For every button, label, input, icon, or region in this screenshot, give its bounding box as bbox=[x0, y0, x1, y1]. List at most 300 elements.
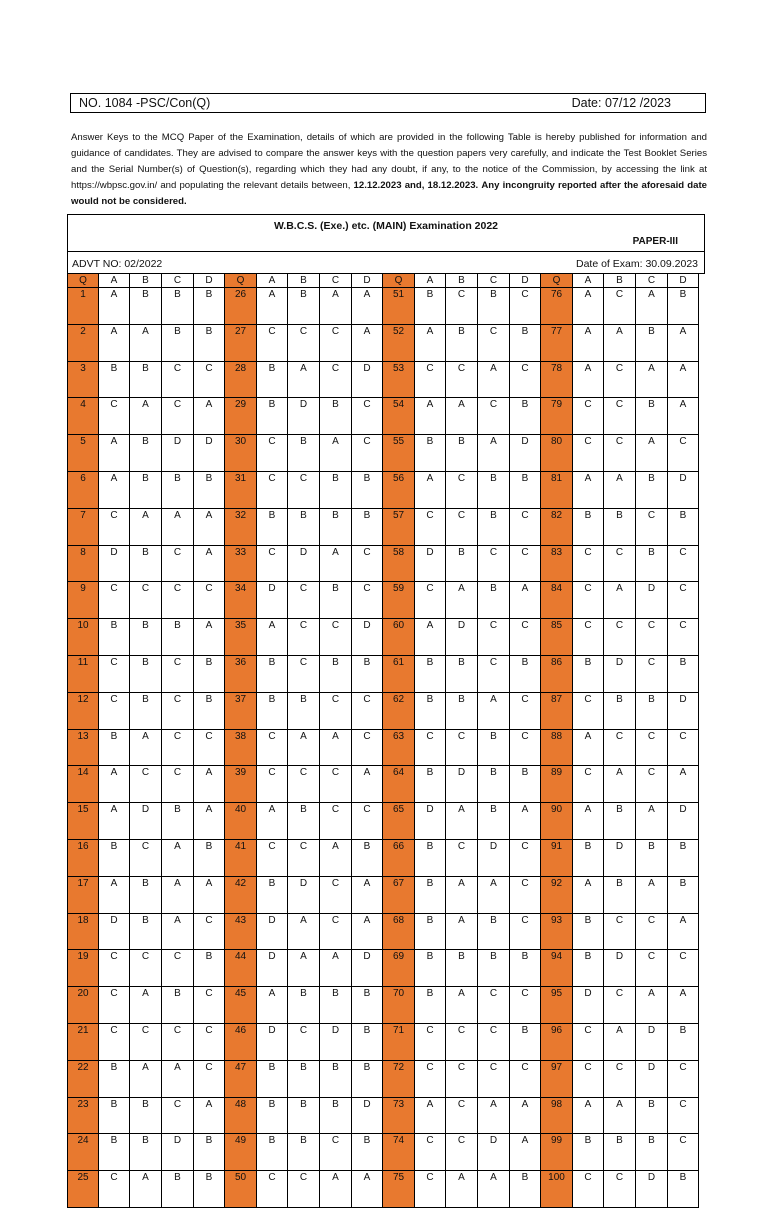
question-number-cell: 67 bbox=[383, 877, 415, 914]
answer-cell: A bbox=[668, 914, 699, 951]
question-number-cell: 40 bbox=[225, 803, 257, 840]
question-number-cell: 89 bbox=[541, 766, 573, 803]
answer-cell: C bbox=[352, 730, 383, 767]
answer-cell: C bbox=[194, 914, 225, 951]
answer-cell: C bbox=[130, 840, 162, 877]
answer-cell: A bbox=[573, 877, 604, 914]
answer-cell: C bbox=[288, 840, 320, 877]
answer-cell: B bbox=[510, 766, 541, 803]
answer-cell: B bbox=[288, 1134, 320, 1171]
answer-cell: D bbox=[604, 950, 636, 987]
answer-cell: C bbox=[446, 730, 478, 767]
answer-cell: C bbox=[573, 435, 604, 472]
answer-cell: A bbox=[604, 766, 636, 803]
question-number-cell: 38 bbox=[225, 730, 257, 767]
answer-cell: C bbox=[510, 619, 541, 656]
question-number-cell: 25 bbox=[67, 1171, 99, 1208]
answer-cell: B bbox=[130, 1098, 162, 1135]
answer-cell: B bbox=[320, 987, 352, 1024]
exam-title: W.B.C.S. (Exe.) etc. (MAIN) Examination 2022 bbox=[273, 220, 499, 232]
answer-cell: C bbox=[668, 730, 699, 767]
question-number-cell: 9 bbox=[67, 582, 99, 619]
answer-cell: C bbox=[194, 730, 225, 767]
option-header: B bbox=[446, 274, 478, 288]
answer-cell: C bbox=[130, 582, 162, 619]
answer-cell: C bbox=[604, 1171, 636, 1208]
answer-cell: B bbox=[636, 1098, 668, 1135]
question-number-cell: 77 bbox=[541, 325, 573, 362]
answer-cell: B bbox=[636, 325, 668, 362]
answer-cell: D bbox=[668, 472, 699, 509]
question-number-cell: 16 bbox=[67, 840, 99, 877]
answer-cell: B bbox=[415, 840, 446, 877]
answer-key-grid bbox=[67, 274, 705, 1184]
answer-cell: B bbox=[288, 509, 320, 546]
answer-cell: A bbox=[604, 1098, 636, 1135]
answer-cell: C bbox=[162, 693, 194, 730]
answer-cell: B bbox=[510, 472, 541, 509]
answer-cell: A bbox=[604, 582, 636, 619]
option-header: C bbox=[636, 274, 668, 288]
answer-cell: A bbox=[320, 840, 352, 877]
answer-cell: A bbox=[130, 509, 162, 546]
question-number-cell: 49 bbox=[225, 1134, 257, 1171]
option-header: D bbox=[194, 274, 225, 288]
answer-cell: B bbox=[510, 1171, 541, 1208]
answer-cell: B bbox=[510, 398, 541, 435]
question-number-cell: 72 bbox=[383, 1061, 415, 1098]
answer-cell: C bbox=[194, 1024, 225, 1061]
answer-cell: C bbox=[130, 766, 162, 803]
answer-cell: B bbox=[288, 987, 320, 1024]
question-number-cell: 81 bbox=[541, 472, 573, 509]
answer-cell: C bbox=[352, 582, 383, 619]
answer-cell: C bbox=[604, 546, 636, 583]
answer-cell: C bbox=[636, 766, 668, 803]
question-number-cell: 6 bbox=[67, 472, 99, 509]
answer-cell: B bbox=[194, 840, 225, 877]
answer-cell: B bbox=[162, 803, 194, 840]
answer-cell: C bbox=[415, 362, 446, 399]
answer-cell: C bbox=[257, 1171, 288, 1208]
answer-cell: C bbox=[573, 766, 604, 803]
question-number-cell: 65 bbox=[383, 803, 415, 840]
question-number-cell: 24 bbox=[67, 1134, 99, 1171]
answer-cell: D bbox=[257, 1024, 288, 1061]
answer-cell: C bbox=[604, 987, 636, 1024]
answer-cell: A bbox=[636, 987, 668, 1024]
answer-cell: A bbox=[573, 472, 604, 509]
answer-cell: A bbox=[478, 1171, 510, 1208]
answer-cell: B bbox=[446, 435, 478, 472]
answer-cell: B bbox=[99, 730, 130, 767]
answer-cell: C bbox=[573, 1171, 604, 1208]
answer-cell: C bbox=[320, 766, 352, 803]
question-number-cell: 53 bbox=[383, 362, 415, 399]
question-number-cell: 20 bbox=[67, 987, 99, 1024]
answer-cell: C bbox=[573, 546, 604, 583]
answer-cell: C bbox=[478, 1061, 510, 1098]
answer-cell: D bbox=[478, 840, 510, 877]
answer-cell: B bbox=[478, 914, 510, 951]
question-number-cell: 32 bbox=[225, 509, 257, 546]
answer-cell: B bbox=[352, 1024, 383, 1061]
answer-cell: B bbox=[194, 288, 225, 325]
answer-cell: B bbox=[320, 582, 352, 619]
answer-cell: A bbox=[352, 877, 383, 914]
answer-cell: B bbox=[257, 1134, 288, 1171]
answer-cell: C bbox=[257, 325, 288, 362]
answer-cell: C bbox=[446, 1134, 478, 1171]
answer-cell: B bbox=[162, 1171, 194, 1208]
answer-cell: D bbox=[162, 435, 194, 472]
answer-cell: B bbox=[288, 1061, 320, 1098]
option-header: B bbox=[130, 274, 162, 288]
answer-cell: A bbox=[636, 435, 668, 472]
option-header: D bbox=[510, 274, 541, 288]
answer-cell: A bbox=[510, 803, 541, 840]
answer-cell: C bbox=[415, 509, 446, 546]
answer-cell: A bbox=[446, 877, 478, 914]
option-header: A bbox=[257, 274, 288, 288]
answer-cell: D bbox=[194, 435, 225, 472]
answer-cell: C bbox=[352, 803, 383, 840]
answer-cell: B bbox=[352, 1134, 383, 1171]
answer-cell: B bbox=[478, 582, 510, 619]
answer-cell: A bbox=[99, 766, 130, 803]
question-number-cell: 90 bbox=[541, 803, 573, 840]
answer-cell: C bbox=[194, 362, 225, 399]
answer-cell: C bbox=[320, 325, 352, 362]
answer-cell: A bbox=[194, 509, 225, 546]
answer-cell: C bbox=[636, 509, 668, 546]
answer-cell: B bbox=[668, 509, 699, 546]
question-number-cell: 79 bbox=[541, 398, 573, 435]
question-number-cell: 45 bbox=[225, 987, 257, 1024]
answer-cell: B bbox=[130, 472, 162, 509]
answer-cell: C bbox=[668, 582, 699, 619]
answer-cell: C bbox=[446, 1061, 478, 1098]
answer-cell: B bbox=[573, 914, 604, 951]
answer-cell: A bbox=[99, 803, 130, 840]
question-number-cell: 1 bbox=[67, 288, 99, 325]
answer-cell: A bbox=[446, 987, 478, 1024]
question-number-cell: 96 bbox=[541, 1024, 573, 1061]
answer-cell: B bbox=[99, 1134, 130, 1171]
answer-cell: C bbox=[446, 840, 478, 877]
answer-cell: A bbox=[130, 398, 162, 435]
answer-cell: A bbox=[288, 362, 320, 399]
answer-cell: B bbox=[320, 1061, 352, 1098]
answer-cell: D bbox=[352, 362, 383, 399]
answer-cell: A bbox=[604, 472, 636, 509]
answer-cell: A bbox=[415, 472, 446, 509]
answer-cell: C bbox=[288, 472, 320, 509]
question-number-cell: 87 bbox=[541, 693, 573, 730]
answer-cell: C bbox=[320, 362, 352, 399]
answer-cell: C bbox=[510, 693, 541, 730]
answer-cell: C bbox=[162, 766, 194, 803]
answer-cell: A bbox=[573, 730, 604, 767]
answer-cell: B bbox=[415, 914, 446, 951]
question-number-cell: 64 bbox=[383, 766, 415, 803]
answer-cell: A bbox=[573, 325, 604, 362]
answer-cell: A bbox=[130, 987, 162, 1024]
answer-cell: B bbox=[478, 472, 510, 509]
answer-cell: B bbox=[352, 987, 383, 1024]
question-number-cell: 47 bbox=[225, 1061, 257, 1098]
question-number-cell: 57 bbox=[383, 509, 415, 546]
question-number-cell: 78 bbox=[541, 362, 573, 399]
answer-cell: B bbox=[257, 1061, 288, 1098]
answer-cell: B bbox=[99, 1061, 130, 1098]
question-number-cell: 41 bbox=[225, 840, 257, 877]
answer-cell: C bbox=[573, 693, 604, 730]
answer-cell: A bbox=[352, 1171, 383, 1208]
question-number-cell: 13 bbox=[67, 730, 99, 767]
answer-cell: D bbox=[288, 546, 320, 583]
answer-cell: C bbox=[415, 730, 446, 767]
answer-cell: D bbox=[320, 1024, 352, 1061]
answer-cell: C bbox=[446, 288, 478, 325]
answer-cell: A bbox=[415, 1098, 446, 1135]
answer-cell: B bbox=[636, 693, 668, 730]
question-header: Q bbox=[383, 274, 415, 288]
answer-cell: B bbox=[510, 656, 541, 693]
answer-cell: D bbox=[510, 435, 541, 472]
question-number-cell: 91 bbox=[541, 840, 573, 877]
answer-cell: C bbox=[604, 1061, 636, 1098]
answer-cell: A bbox=[573, 1098, 604, 1135]
answer-cell: A bbox=[636, 803, 668, 840]
question-number-cell: 17 bbox=[67, 877, 99, 914]
question-number-cell: 12 bbox=[67, 693, 99, 730]
question-number-cell: 84 bbox=[541, 582, 573, 619]
answer-cell: B bbox=[288, 803, 320, 840]
answer-cell: A bbox=[194, 766, 225, 803]
answer-cell: B bbox=[573, 509, 604, 546]
answer-cell: B bbox=[636, 472, 668, 509]
question-number-cell: 35 bbox=[225, 619, 257, 656]
answer-cell: C bbox=[415, 1061, 446, 1098]
answer-cell: A bbox=[510, 1098, 541, 1135]
answer-cell: C bbox=[99, 656, 130, 693]
answer-cell: C bbox=[478, 1024, 510, 1061]
answer-cell: A bbox=[257, 619, 288, 656]
option-header: C bbox=[162, 274, 194, 288]
question-number-cell: 8 bbox=[67, 546, 99, 583]
answer-cell: A bbox=[510, 582, 541, 619]
answer-cell: A bbox=[478, 435, 510, 472]
question-number-cell: 42 bbox=[225, 877, 257, 914]
answer-cell: D bbox=[257, 914, 288, 951]
answer-cell: B bbox=[446, 325, 478, 362]
answer-cell: D bbox=[415, 546, 446, 583]
question-number-cell: 22 bbox=[67, 1061, 99, 1098]
option-header: A bbox=[573, 274, 604, 288]
answer-cell: B bbox=[604, 877, 636, 914]
question-number-cell: 2 bbox=[67, 325, 99, 362]
answer-cell: B bbox=[320, 1098, 352, 1135]
answer-cell: C bbox=[99, 398, 130, 435]
answer-cell: D bbox=[446, 766, 478, 803]
answer-cell: C bbox=[478, 546, 510, 583]
answer-cell: A bbox=[352, 766, 383, 803]
answer-cell: A bbox=[194, 803, 225, 840]
answer-cell: C bbox=[446, 472, 478, 509]
answer-cell: C bbox=[446, 509, 478, 546]
notice-date: Date: 07/12 /2023 bbox=[571, 96, 671, 110]
answer-cell: B bbox=[668, 1024, 699, 1061]
answer-cell: B bbox=[194, 950, 225, 987]
question-number-cell: 76 bbox=[541, 288, 573, 325]
answer-cell: B bbox=[636, 546, 668, 583]
answer-cell: C bbox=[162, 398, 194, 435]
answer-cell: B bbox=[257, 1098, 288, 1135]
answer-cell: B bbox=[288, 1098, 320, 1135]
question-number-cell: 18 bbox=[67, 914, 99, 951]
answer-cell: A bbox=[668, 325, 699, 362]
answer-cell: A bbox=[604, 325, 636, 362]
answer-cell: C bbox=[573, 1024, 604, 1061]
answer-cell: B bbox=[194, 1134, 225, 1171]
answer-cell: C bbox=[573, 582, 604, 619]
answer-cell: B bbox=[573, 656, 604, 693]
option-header: A bbox=[415, 274, 446, 288]
answer-cell: A bbox=[320, 435, 352, 472]
question-number-cell: 34 bbox=[225, 582, 257, 619]
answer-cell: C bbox=[668, 435, 699, 472]
answer-cell: D bbox=[288, 877, 320, 914]
advt-row bbox=[68, 251, 704, 275]
question-header: Q bbox=[67, 274, 99, 288]
answer-cell: C bbox=[668, 1134, 699, 1171]
answer-cell: C bbox=[352, 546, 383, 583]
answer-cell: A bbox=[162, 914, 194, 951]
question-number-cell: 66 bbox=[383, 840, 415, 877]
answer-cell: B bbox=[668, 877, 699, 914]
answer-cell: B bbox=[130, 877, 162, 914]
answer-cell: C bbox=[510, 914, 541, 951]
answer-cell: C bbox=[510, 730, 541, 767]
answer-cell: B bbox=[668, 656, 699, 693]
option-header: D bbox=[352, 274, 383, 288]
question-number-cell: 93 bbox=[541, 914, 573, 951]
answer-cell: B bbox=[130, 1134, 162, 1171]
answer-cell: A bbox=[478, 362, 510, 399]
answer-cell: D bbox=[604, 840, 636, 877]
answer-cell: B bbox=[130, 362, 162, 399]
question-number-cell: 56 bbox=[383, 472, 415, 509]
answer-cell: C bbox=[288, 1024, 320, 1061]
answer-cell: A bbox=[446, 398, 478, 435]
question-number-cell: 28 bbox=[225, 362, 257, 399]
answer-cell: B bbox=[194, 693, 225, 730]
question-number-cell: 100 bbox=[541, 1171, 573, 1208]
question-number-cell: 95 bbox=[541, 987, 573, 1024]
answer-cell: D bbox=[446, 619, 478, 656]
answer-cell: C bbox=[446, 1098, 478, 1135]
answer-cell: A bbox=[478, 693, 510, 730]
answer-cell: B bbox=[162, 987, 194, 1024]
answer-cell: B bbox=[415, 435, 446, 472]
answer-cell: C bbox=[99, 693, 130, 730]
answer-cell: A bbox=[99, 435, 130, 472]
answer-cell: C bbox=[510, 987, 541, 1024]
answer-cell: C bbox=[604, 914, 636, 951]
answer-cell: A bbox=[636, 362, 668, 399]
answer-cell: C bbox=[320, 619, 352, 656]
question-number-cell: 98 bbox=[541, 1098, 573, 1135]
question-number-cell: 85 bbox=[541, 619, 573, 656]
answer-cell: C bbox=[194, 582, 225, 619]
exam-date: Date of Exam: 30.09.2023 bbox=[576, 257, 698, 270]
answer-cell: C bbox=[478, 325, 510, 362]
answer-cell: B bbox=[668, 1171, 699, 1208]
question-number-cell: 88 bbox=[541, 730, 573, 767]
answer-cell: A bbox=[573, 803, 604, 840]
answer-cell: C bbox=[415, 582, 446, 619]
answer-cell: A bbox=[288, 914, 320, 951]
answer-cell: A bbox=[99, 877, 130, 914]
answer-cell: A bbox=[478, 1098, 510, 1135]
answer-cell: D bbox=[130, 803, 162, 840]
answer-cell: B bbox=[573, 950, 604, 987]
answer-cell: B bbox=[668, 288, 699, 325]
question-number-cell: 58 bbox=[383, 546, 415, 583]
answer-cell: C bbox=[288, 1171, 320, 1208]
answer-cell: A bbox=[636, 877, 668, 914]
question-number-cell: 83 bbox=[541, 546, 573, 583]
question-number-cell: 48 bbox=[225, 1098, 257, 1135]
answer-cell: C bbox=[162, 546, 194, 583]
answer-cell: C bbox=[668, 950, 699, 987]
question-number-cell: 10 bbox=[67, 619, 99, 656]
answer-cell: B bbox=[320, 509, 352, 546]
answer-cell: B bbox=[636, 840, 668, 877]
question-number-cell: 43 bbox=[225, 914, 257, 951]
answer-cell: A bbox=[604, 1024, 636, 1061]
answer-cell: C bbox=[604, 398, 636, 435]
answer-cell: D bbox=[636, 1061, 668, 1098]
answer-cell: C bbox=[352, 693, 383, 730]
question-number-cell: 99 bbox=[541, 1134, 573, 1171]
answer-cell: D bbox=[668, 803, 699, 840]
answer-cell: C bbox=[510, 840, 541, 877]
answer-cell: C bbox=[478, 619, 510, 656]
answer-cell: B bbox=[636, 1134, 668, 1171]
answer-cell: B bbox=[478, 766, 510, 803]
answer-cell: B bbox=[446, 546, 478, 583]
question-number-cell: 55 bbox=[383, 435, 415, 472]
paper-label: PAPER-III bbox=[632, 236, 678, 247]
answer-cell: A bbox=[288, 950, 320, 987]
answer-cell: A bbox=[446, 914, 478, 951]
question-number-cell: 75 bbox=[383, 1171, 415, 1208]
answer-cell: C bbox=[288, 619, 320, 656]
answer-cell: A bbox=[194, 1098, 225, 1135]
question-header: Q bbox=[541, 274, 573, 288]
answer-cell: D bbox=[573, 987, 604, 1024]
answer-cell: A bbox=[130, 325, 162, 362]
question-number-cell: 61 bbox=[383, 656, 415, 693]
answer-cell: A bbox=[478, 877, 510, 914]
answer-cell: C bbox=[668, 1098, 699, 1135]
answer-cell: A bbox=[446, 582, 478, 619]
answer-cell: B bbox=[573, 840, 604, 877]
answer-cell: B bbox=[415, 288, 446, 325]
answer-cell: A bbox=[162, 1061, 194, 1098]
